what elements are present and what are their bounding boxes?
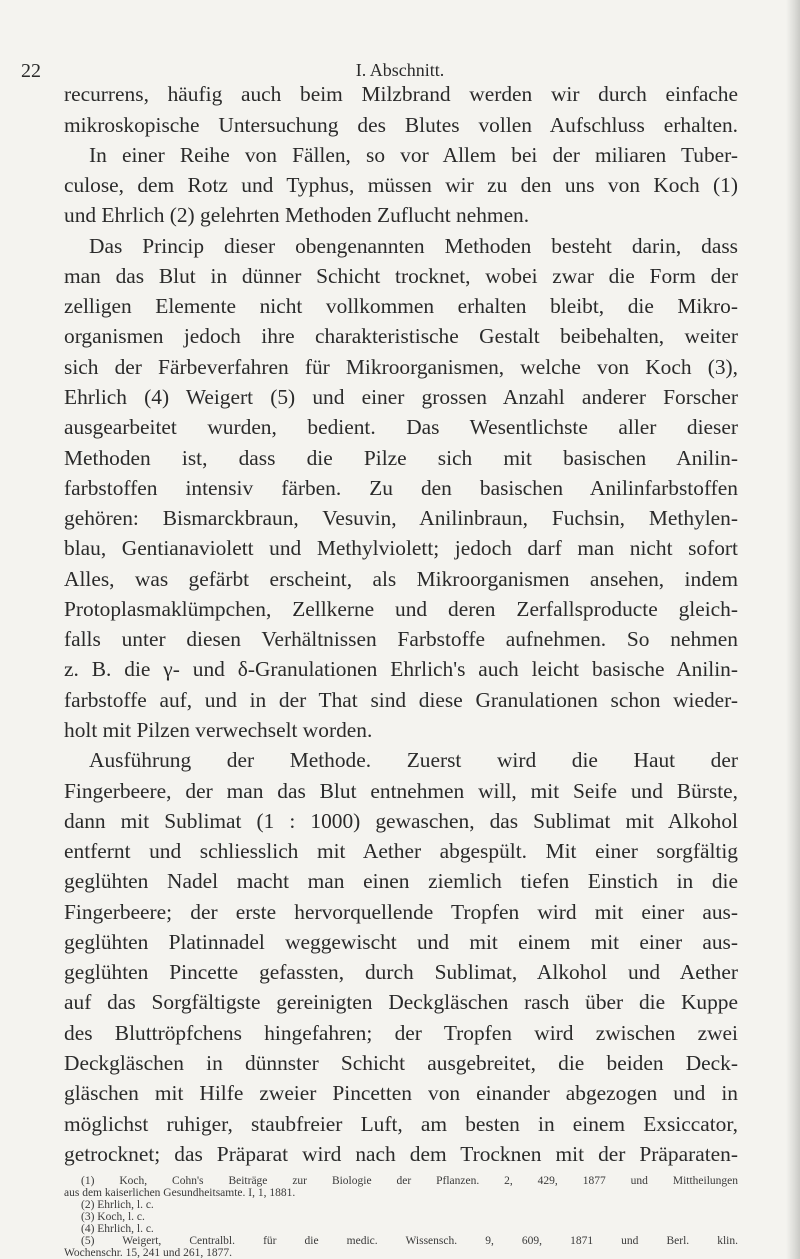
body-line: Fingerbeere, der man das Blut entnehmen will, mit Seife und Bürste, [64,779,738,803]
body-line: man das Blut in dünner Schicht trocknet, wobei zwar die Form der [64,264,738,288]
footnote-3: (3) Koch, l. c. [81,1211,145,1223]
body-line: In einer Reihe von Fällen, so vor Allem bei der miliaren Tuber- [89,143,738,167]
body-line: mikroskopische Untersuchung des Blutes vollen Aufschluss erhalten. [64,113,738,137]
body-line: Alles, was gefärbt erscheint, als Mikroorganismen ansehen, indem [64,567,738,591]
body-line: farbstoffe auf, und in der That sind diese Granulationen schon wieder- [64,688,738,712]
body-line: entfernt und schliesslich mit Aether abgespült. Mit einer sorgfältig [64,839,738,863]
footnote-1-continued: aus dem kaiserlichen Gesundheitsamte. I, 1, 1881. [64,1187,296,1199]
body-line: und Ehrlich (2) gelehrten Methoden Zuflucht nehmen. [64,203,530,227]
body-line: Methoden ist, dass die Pilze sich mit basischen Anilin- [64,446,738,470]
body-line: falls unter diesen Verhältnissen Farbstoffe aufnehmen. So nehmen [64,627,738,651]
body-line: gehören: Bismarckbraun, Vesuvin, Anilinbraun, Fuchsin, Methylen- [64,506,738,530]
footnote-4: (4) Ehrlich, l. c. [81,1223,154,1235]
body-line: Das Princip dieser obengenannten Methoden besteht darin, dass [89,234,738,258]
body-line: zelligen Elemente nicht vollkommen erhalten bleibt, die Mikro- [64,294,738,318]
body-line: getrocknet; das Präparat wird nach dem Trocknen mit der Präparaten- [64,1142,738,1166]
body-line: culose, dem Rotz und Typhus, müssen wir zu den uns von Koch (1) [64,173,738,197]
section-heading-line: Ausführung der Methode. Zuerst wird die Haut der [89,748,738,772]
footnote-2: (2) Ehrlich, l. c. [81,1199,154,1211]
running-title: I. Abschnitt. [355,60,445,80]
body-line: geglühten Nadel macht man einen ziemlich tiefen Einstich in die [64,869,738,893]
body-line: ausgearbeitet wurden, bedient. Das Wesentlichste aller dieser [64,415,738,439]
footnote-5: (5) Weigert, Centralbl. für die medic. Wissensch. 9, 609, 1871 und Berl. klin. [81,1235,738,1247]
body-line: farbstoffen intensiv färben. Zu den basischen Anilinfarbstoffen [64,476,738,500]
body-line: gläschen mit Hilfe zweier Pincetten von einander abgezogen und in [64,1081,738,1105]
body-line: auf das Sorgfältigste gereinigten Deckgläschen rasch über die Kuppe [64,990,738,1014]
body-line: geglühten Pincette gefassten, durch Sublimat, Alkohol und Aether [64,960,738,984]
body-line: des Bluttröpfchens hingefahren; der Tropfen wird zwischen zwei [64,1021,738,1045]
footnote-5-continued: Wochenschr. 15, 241 und 261, 1877. [64,1247,233,1259]
body-line: holt mit Pilzen verwechselt worden. [64,718,373,742]
body-line: sich der Färbeverfahren für Mikroorganismen, welche von Koch (3), [64,355,738,379]
scan-edge [786,0,800,1259]
body-line: blau, Gentianaviolett und Methylviolett; jedoch darf man nicht sofort [64,536,738,560]
body-line: dann mit Sublimat (1 : 1000) gewaschen, das Sublimat mit Alkohol [64,809,738,833]
body-line: organismen jedoch ihre charakteristische Gestalt beibehalten, weiter [64,324,738,348]
body-line: Fingerbeere; der erste hervorquellende Tropfen wird mit einer aus- [64,900,738,924]
body-line: recurrens, häufig auch beim Milzbrand werden wir durch einfache [64,82,738,106]
body-line: möglichst ruhiger, staubfreier Luft, am besten in einem Exsiccator, [64,1112,738,1136]
page-number: 22 [21,60,41,82]
body-line: z. B. die γ- und δ-Granulationen Ehrlich's auch leicht basische Anilin- [64,657,738,681]
body-line: Deckgläschen in dünnster Schicht ausgebreitet, die beiden Deck- [64,1051,738,1075]
body-line: Protoplasmaklümpchen, Zellkerne und deren Zerfallsproducte gleich- [64,597,738,621]
body-line: geglühten Platinnadel weggewischt und mit einem mit einer aus- [64,930,738,954]
body-line: Ehrlich (4) Weigert (5) und einer grossen Anzahl anderer Forscher [64,385,738,409]
footnote-1: (1) Koch, Cohn's Beiträge zur Biologie der Pflanzen. 2, 429, 1877 und Mittheilungen [81,1175,738,1187]
